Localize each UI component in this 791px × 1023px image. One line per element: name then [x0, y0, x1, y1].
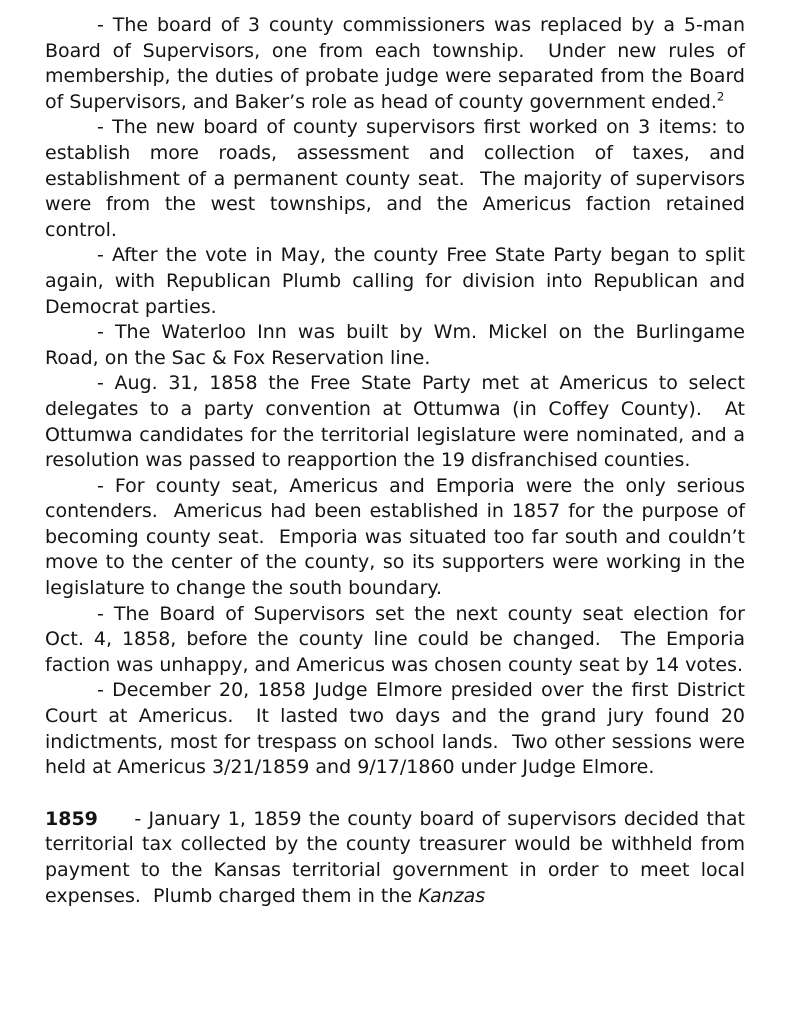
text-segment: - The Board of Supervisors set the next county seat election for Oct. 4, 1858, before the county line could be changed. The Emporia faction was unhappy, and Americus was chosen county seat by 14 votes. — [45, 602, 745, 676]
paragraph-county-seat-contenders — [45, 474, 745, 602]
paragraph-board-of-supervisors — [45, 13, 745, 115]
text-segment: - The board of 3 county commissioners was replaced by a 5-man Board of Supervisors, one from each township. Under new rules of membership, the duties of probate judge were separated from the Board of Supervisors, and Baker’s role as head of county government ended. — [45, 14, 745, 113]
paragraph-1859-tax — [45, 807, 745, 909]
newspaper-name: Kanzas — [418, 884, 486, 907]
text-segment: - December 20, 1858 Judge Elmore presided over the first District Court at Americus. It lasted two days and the grand jury found 20 indictments, most for trespass on school lands. Two other sessions were held at Americus 3/21/1859 and 9/17/1860 under Judge Elmore. — [45, 679, 745, 779]
year-label-1859: 1859 — [45, 807, 98, 830]
text-segment: - After the vote in May, the county Free State Party began to split again, with Republican Plumb calling for division into Republican and Democrat parties. — [45, 244, 745, 318]
text-segment: - For county seat, Americus and Emporia were the only serious contenders. Americus had been established in 1857 for the purpose of becoming county seat. Emporia was situated too far south and couldn’t move to the center of the county, so its supporters were working in the legislature to change the south boundary. — [45, 474, 745, 600]
paragraph-county-seat-election — [45, 602, 745, 679]
paragraph-board-first-items — [45, 115, 745, 243]
paragraph-party-convention — [45, 371, 745, 473]
paragraph-district-court — [45, 678, 745, 780]
footnote-reference-2: 2 — [716, 89, 725, 104]
paragraph-waterloo-inn — [45, 320, 745, 371]
paragraph-free-state-split — [45, 243, 745, 320]
text-segment: - The Waterloo Inn was built by Wm. Mickel on the Burlingame Road, on the Sac & Fox Reservation line. — [45, 321, 745, 369]
text-segment: - The new board of county supervisors first worked on 3 items: to establish more roads, assessment and collection of taxes, and establishment of a permanent county seat. The majority of supervisors were from the west townships, and the Americus faction retained control. — [45, 116, 745, 241]
text-segment: - Aug. 31, 1858 the Free State Party met at Americus to select delegates to a party convention at Ottumwa (in Coffey County). At Ottumwa candidates for the territorial legislature were nominated, and a resolution was passed to reapportion the 19 disfranchised counties. — [45, 372, 745, 472]
text-segment: - January 1, 1859 the county board of supervisors decided that territorial tax collected by the county treasurer would be withheld from payment to the Kansas territorial government in order to meet local expenses. Plumb charged them in the — [45, 807, 745, 907]
